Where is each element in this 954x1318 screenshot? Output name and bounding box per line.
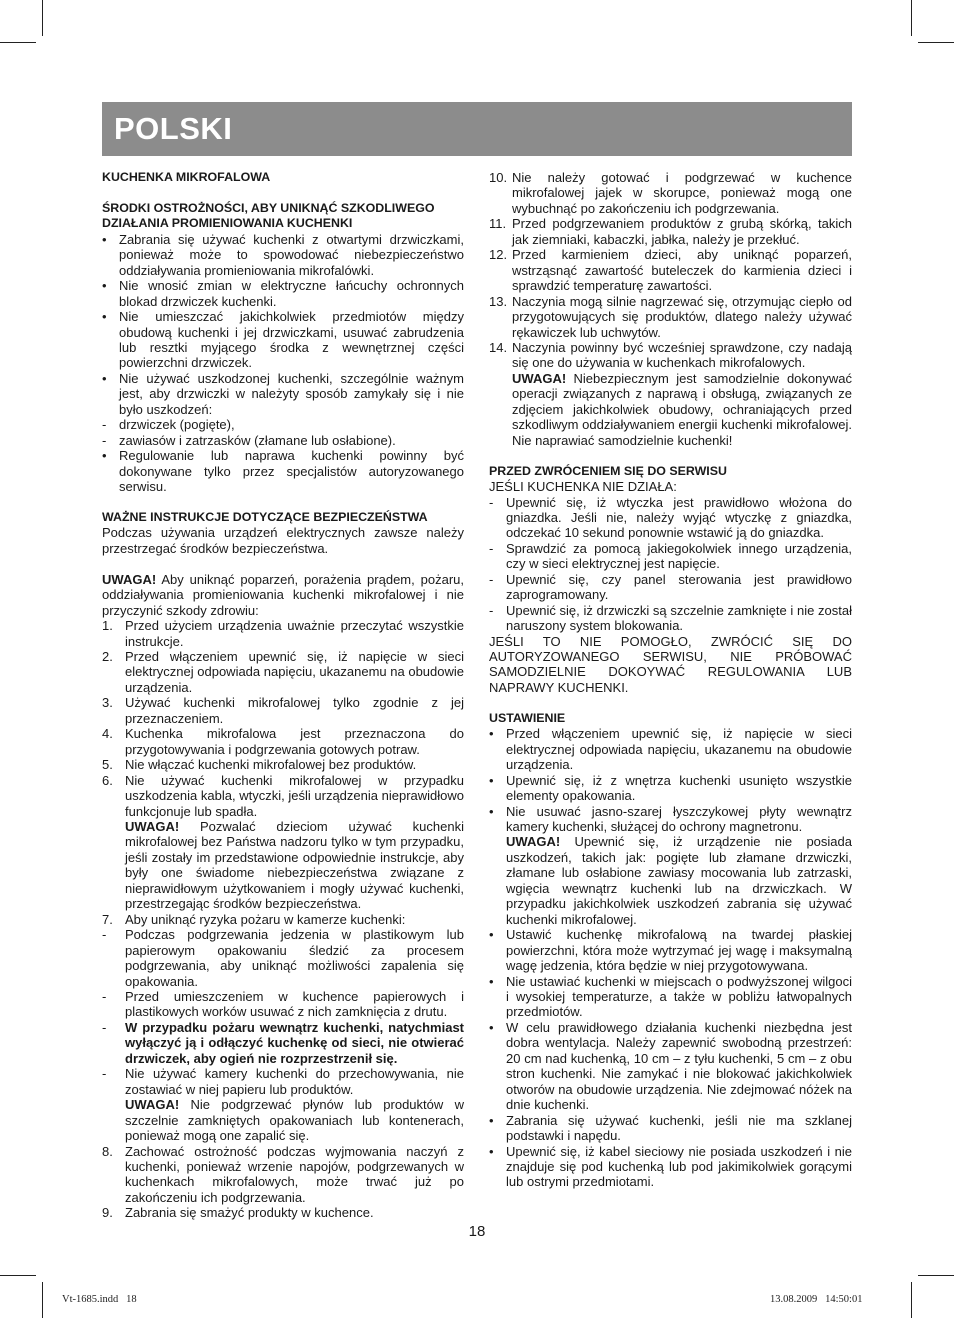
list-item: • Nie umieszczać jakichkolwiek przedmiotów między obudową kuchenki i jej drzwiczkami, usuwać zabrudzenia lub resztki myjącego środka z wewnętrznej części powierzchni drzwiczek. bbox=[102, 309, 464, 371]
language-header bbox=[102, 102, 852, 156]
list-item: 14. Naczynia powinny być wcześniej sprawdzone, czy nadają się one do używania w kuchenkach mikrofalowych. bbox=[489, 339, 852, 371]
list-item: 10. Nie należy gotować i podgrzewać w kuchence mikrofalowej jajek w skorupce, ponieważ mogą one wybuchnąć po zakończeniu ich podgrzewania. bbox=[489, 170, 852, 216]
section-heading: USTAWIENIE bbox=[489, 710, 566, 725]
list-item: 8. Zachować ostrożność podczas wyjmowania naczyń z kuchenki, ponieważ wrzenie napojów, podgrzewanych w kuchenkach mikrofalowych, może trwać już po zakończeniu ich podgrzewania. bbox=[102, 1143, 464, 1205]
section-heading: DZIAŁANIA PROMIENIOWANIA KUCHENKI bbox=[102, 216, 353, 231]
crop-mark bbox=[918, 1275, 954, 1276]
crop-mark bbox=[911, 0, 912, 36]
list-item: 6. Nie używać kuchenki mikrofalowej w przypadku uszkodzenia kabla, wtyczki, jeśli urządzenia nieprawidłowo funkcjonuje lub spadła. bbox=[102, 772, 464, 819]
section-heading: WAŻNE INSTRUKCJE DOTYCZĄCE BEZPIECZEŃSTWA bbox=[102, 509, 428, 524]
crop-mark bbox=[0, 1275, 36, 1276]
warning-note: UWAGA! Nie podgrzewać płynów lub produktów w szczelnie zamkniętych opakowaniach lub kontenerach, ponieważ mogą one zapalić się. bbox=[125, 1097, 464, 1144]
warning-note: UWAGA! Pozwalać dzieciom używać kuchenki mikrofalowej bez Państwa nadzoru tylko w tym przypadku, jeśli zostały im przedstawione odpowiednie instrukcje, aby były one świadome niebezpieczeństwa związane z nieprawidłowym użytkowaniem i mogły używać kuchenki, przestrzegając środków bezpieczeństwa. bbox=[125, 818, 464, 912]
page-number: 18 bbox=[468, 1223, 486, 1240]
list-item: • Nie wnosić zmian w elektryczne łańcuchy ochronnych blokad drzwiczek kuchenki. bbox=[102, 278, 464, 309]
paragraph: JEŚLI TO NIE POMOGŁO, ZWRÓCIĆ SIĘ DO AUTORYZOWANEGO SERWISU, NIE PRÓBOWAĆ SAMODZIELNIE DOKOYWAĆ REGULOWANIA LUB NAPRAWY KUCHENKI. bbox=[489, 633, 852, 695]
list-item: • Nie używać uszkodzonej kuchenki, szczególnie ważnym jest, aby drzwiczki w należyty sposób zamykały się i nie było uszkodzeń: bbox=[102, 370, 464, 417]
list-item: - Upewnić się, czy panel sterowania jest prawidłowo zaprogramowany. bbox=[489, 571, 852, 603]
list-item: 7. Aby uniknąć ryzyka pożaru w kamerze kuchenki: bbox=[102, 911, 406, 927]
footer-file: Vt-1685.indd 18 bbox=[62, 1294, 137, 1305]
list-item: 3. Używać kuchenki mikrofalowej tylko zgodnie z jej przeznaczeniem. bbox=[102, 695, 464, 726]
warning-note: UWAGA! Niebezpiecznym jest samodzielnie dokonywać operacji związanych z naprawą i obsługą, związanych ze zdjęciem jakichkolwiek obudowy, ochraniających przed szkodliwym oddziaływaniem energii kuchenki mikrofalowej. Nie naprawiać samodzielnie kuchenki! bbox=[512, 370, 852, 448]
paragraph: UWAGA! Aby uniknąć poparzeń, porażenia prądem, pożaru, oddziaływania promieniowania kuchenki mikrofalowej i nie przyczynić szkody zdrowiu: bbox=[102, 571, 464, 618]
list-item: • Ustawić kuchenkę mikrofalową na twardej płaskiej powierzchni, która może wytrzymać jej wagę i maksymalną wagę jedzenia, która będzie w niej przygotowywana. bbox=[489, 927, 852, 974]
list-item: - Przed umieszczeniem w kuchence papierowych i plastikowych worków usuwać z nich zamknięcia z drutu. bbox=[102, 988, 464, 1020]
list-item: • Upewnić się, iż z wnętrza kuchenki usunięto wszystkie elementy opakowania. bbox=[489, 772, 852, 804]
warning-note: UWAGA! Upewnić się, iż urządzenie nie posiada uszkodzeń, takich jak: pogięte lub złamane drzwiczki, złamane lub osłabione zawiasy mocowania lub zatrzaski, wgięcia wewnątrz kuchenki lub na drzwiczkach. W przypadku jakichkolwiek uszkodzeń zabrania się używać kuchenki mikrofalowej. bbox=[506, 834, 852, 927]
list-item: • Nie usuwać jasno-szarej łyszczykowej płyty wewnątrz kamery kuchenki, służącej do ochrony magnetronu. bbox=[489, 803, 852, 834]
list-item: - Sprawdzić za pomocą jakiegokolwiek innego urządzenia, czy w sieci elektrycznej jest napięcie. bbox=[489, 540, 852, 572]
list-item: • Upewnić się, iż kabel sieciowy nie posiada uszkodzeń i nie znajduje się pod kuchenką lub pod jakimikolwiek gorącymi lub ostrymi przedmiotami. bbox=[489, 1143, 852, 1190]
page-title: POLSKI bbox=[114, 111, 233, 146]
list-item: - zawiasów i zatrzasków (złamane lub osłabione). bbox=[102, 432, 396, 448]
crop-mark bbox=[42, 1282, 43, 1318]
list-item: 4. Kuchenka mikrofalowa jest przeznaczona do przygotowywania i podgrzewania gotowych potraw. bbox=[102, 726, 464, 757]
list-item: - Upewnić się, iż drzwiczki są szczelnie zamknięte i nie został naruszony system blokowania. bbox=[489, 602, 852, 634]
list-item: • Regulowanie lub naprawa kuchenki powinny być dokonywane tylko przez specjalistów autoryzowanego serwisu. bbox=[102, 448, 464, 495]
list-item: • Przed włączeniem upewnić się, iż napięcie w sieci elektrycznej odpowiada napięciu, ukazanemu na obudowie urządzenia. bbox=[489, 726, 852, 773]
section-heading: KUCHENKA MIKROFALOWA bbox=[102, 170, 271, 184]
list-item: 9. Zabrania się smażyć produkty w kuchence. bbox=[102, 1205, 374, 1221]
list-item: • Zabrania się używać kuchenki z otwartymi drzwiczkami, ponieważ może to spowodować niebezpieczeństwo oddziaływania promieniowania mikrofalówki. bbox=[102, 231, 464, 278]
crop-mark bbox=[0, 42, 36, 43]
list-item: 11. Przed podgrzewaniem produktów z grubą skórką, takich jak ziemniaki, kabaczki, jabłka, należy je przekłuć. bbox=[489, 216, 852, 247]
list-item: • W celu prawidłowego działania kuchenki niezbędna jest dobra wentylacja. Należy zapewnić swobodną przestrzeń: 20 cm nad kuchenką, 10 cm – z tyłu kuchenki, 5 cm – z obu stron kuchenki. Nie zamykać i nie blokować jakichkolwiek otworów na obudowie urządzenia. Nie zdejmować nóżek na dnie kuchenki. bbox=[489, 1019, 852, 1113]
list-item: - Nie używać kamery kuchenki do przechowywania, nie zostawiać w niej papieru lub produktów. bbox=[102, 1066, 464, 1097]
list-item: - Upewnić się, iż wtyczka jest prawidłowo włożona do gniazdka. Jeśli nie, należy wyjąć wtyczkę z gniazdka, odczekać 10 sekund ponownie wstawić ją do gniazdka. bbox=[489, 494, 852, 541]
paragraph: JEŚLI KUCHENKA NIE DZIAŁA: bbox=[489, 479, 677, 495]
section-heading: ŚRODKI OSTROŻNOŚCI, ABY UNIKNĄĆ SZKODLIWEGO bbox=[102, 200, 435, 215]
paragraph: Podczas używania urządzeń elektrycznych zawsze należy przestrzegać środków bezpieczeństwa. bbox=[102, 525, 464, 556]
section-heading: PRZED ZWRÓCENIEM SIĘ DO SERWISU bbox=[489, 463, 727, 478]
list-item: • Nie ustawiać kuchenki w miejscach o podwyższonej wilgoci i wysokiej temperaturze, a także w pobliżu łatwopalnych przedmiotów. bbox=[489, 973, 852, 1020]
list-item: 1. Przed użyciem urządzenia uważnie przeczytać wszystkie instrukcje. bbox=[102, 618, 464, 649]
crop-mark bbox=[911, 1282, 912, 1318]
list-item: - Podczas podgrzewania jedzenia w plastikowym lub papierowym opakowaniu śledzić za procesem podgrzewania, aby uniknąć możliwości zapalenia się opakowania. bbox=[102, 927, 464, 989]
list-item: 12. Przed karmieniem dzieci, aby uniknąć poparzeń, wstrząsnąć zawartość buteleczek do karmienia dzieci i sprawdzić temperaturę zawartości. bbox=[489, 247, 852, 294]
crop-mark bbox=[918, 42, 954, 43]
right-column bbox=[489, 170, 852, 1190]
list-item: 13. Naczynia mogą silnie nagrzewać się, otrzymując ciepło od przygotowujących się produktów, dlatego należy używać rękawiczek lub uchwytów. bbox=[489, 293, 852, 340]
list-item: - drzwiczek (pogięte), bbox=[102, 417, 235, 433]
list-item: • Zabrania się używać kuchenki, jeśli nie ma szklanej podstawki i napędu. bbox=[489, 1112, 852, 1144]
footer-date: 13.08.2009 14:50:01 bbox=[770, 1294, 863, 1305]
list-item: - W przypadku pożaru wewnątrz kuchenki, natychmiast wyłączyć ją i odłączyć kuchenkę od sieci, nie otwierać drzwiczek, aby ogień nie rozprzestrzenił się. bbox=[102, 1019, 464, 1066]
list-item: 5. Nie włączać kuchenki mikrofalowej bez produktów. bbox=[102, 757, 417, 773]
left-column bbox=[102, 170, 464, 1221]
list-item: 2. Przed włączeniem upewnić się, iż napięcie w sieci elektrycznej odpowiada napięciu, ukazanemu na obudowie urządzenia. bbox=[102, 649, 464, 695]
crop-mark bbox=[42, 0, 43, 36]
